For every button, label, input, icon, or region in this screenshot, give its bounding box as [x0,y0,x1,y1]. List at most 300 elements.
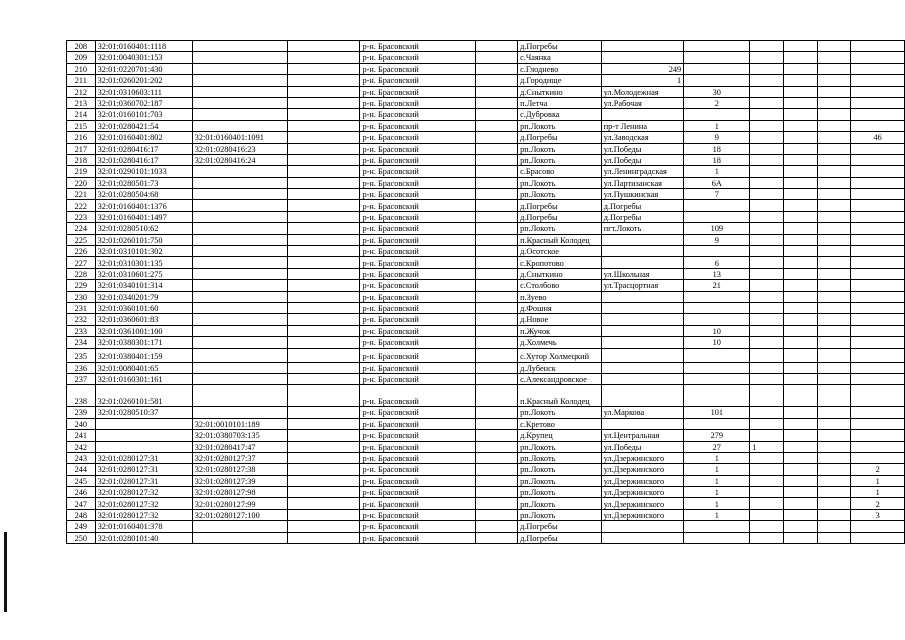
extra-cell-12 [818,75,851,86]
extra-cell-10 [750,75,784,86]
extra-cell-10 [750,257,784,268]
apartment-count-cell [851,86,905,97]
extra-cell-12 [818,532,851,543]
apartment-count-cell [851,246,905,257]
extra-cell-10 [750,86,784,97]
apartment-count-cell: 2 [851,498,905,509]
extra-cell-12 [818,418,851,429]
empty-cell-4 [287,166,360,177]
extra-cell-11 [784,86,818,97]
extra-cell-11 [784,200,818,211]
empty-cell-6 [476,280,518,291]
related-cadastral-number-cell: 32:01:0280127:100 [192,509,287,520]
street-cell [601,41,683,52]
extra-cell-12 [818,86,851,97]
extra-cell-10 [750,234,784,245]
locality-cell: с.Столбово [518,280,602,291]
row-number-cell: 242 [67,441,96,452]
extra-cell-10 [750,143,784,154]
cadastral-number-cell: 32:01:0160401:1118 [95,41,192,52]
related-cadastral-number-cell [192,257,287,268]
extra-cell-11 [784,234,818,245]
table-row [67,302,905,313]
empty-cell-4 [287,257,360,268]
extra-cell-11 [784,189,818,200]
extra-cell-10 [750,97,784,108]
locality-cell: п.Зуево [518,291,602,302]
extra-cell-12 [818,177,851,188]
extra-cell-11 [784,223,818,234]
extra-cell-12 [818,223,851,234]
apartment-count-cell [851,314,905,325]
extra-cell-11 [784,75,818,86]
apartment-count-cell: 3 [851,509,905,520]
district-cell: р-н. Брасовский [360,280,476,291]
district-cell: р-н. Брасовский [360,189,476,200]
cadastral-number-cell: 32:01:0160401:802 [95,132,192,143]
cadastral-number-cell: 32:01:0280127:31 [95,452,192,463]
row-number-cell: 243 [67,452,96,463]
locality-cell: рп.Локоть [518,223,602,234]
cadastral-number-cell: 32:01:0280510:37 [95,407,192,418]
related-cadastral-number-cell: 32:01:0280127:99 [192,498,287,509]
related-cadastral-number-cell [192,348,287,362]
empty-cell-4 [287,452,360,463]
street-cell: ул.Победы [601,441,683,452]
row-number-cell: 237 [67,373,96,384]
house-number-cell: 6А [684,177,750,188]
extra-cell-12 [818,234,851,245]
house-number-cell: 1 [684,120,750,131]
cadastral-number-cell: 32:01:0310603:111 [95,86,192,97]
extra-cell-10 [750,211,784,222]
extra-cell-10 [750,280,784,291]
extra-cell-11 [784,521,818,532]
table-row [67,407,905,418]
locality-cell: д.Городище [518,75,602,86]
cadastral-number-cell: 32:01:0280416:17 [95,154,192,165]
cadastral-number-cell: 32:01:0361001:100 [95,325,192,336]
district-cell: р-н. Брасовский [360,302,476,313]
street-cell: ул.Дзержинского [601,509,683,520]
house-number-cell: 9 [684,234,750,245]
house-number-cell [684,302,750,313]
cadastral-number-cell: 32:01:0280101:40 [95,532,192,543]
district-cell: р-н. Брасовский [360,362,476,373]
extra-cell-11 [784,97,818,108]
empty-cell-4 [287,41,360,52]
district-cell: р-н. Брасовский [360,234,476,245]
related-cadastral-number-cell: 32:01:0280127:38 [192,464,287,475]
extra-cell-10 [750,418,784,429]
empty-cell-4 [287,362,360,373]
extra-cell-11 [784,246,818,257]
related-cadastral-number-cell [192,200,287,211]
extra-cell-12 [818,521,851,532]
district-cell: р-н. Брасовский [360,348,476,362]
street-cell [601,291,683,302]
extra-cell-12 [818,509,851,520]
extra-cell-11 [784,475,818,486]
extra-cell-10 [750,268,784,279]
empty-cell-4 [287,498,360,509]
empty-cell-6 [476,166,518,177]
extra-cell-12 [818,200,851,211]
house-number-cell: 10 [684,337,750,348]
house-number-cell: 279 [684,430,750,441]
empty-cell-6 [476,475,518,486]
row-number-cell: 225 [67,234,96,245]
district-cell: р-н. Брасовский [360,223,476,234]
apartment-count-cell [851,52,905,63]
cadastral-number-cell: 32:01:0340101:314 [95,280,192,291]
extra-cell-12 [818,452,851,463]
district-cell: р-н. Брасовский [360,97,476,108]
empty-cell-4 [287,154,360,165]
extra-cell-11 [784,41,818,52]
district-cell: р-н. Брасовский [360,521,476,532]
house-number-cell [684,385,750,407]
extra-cell-11 [784,418,818,429]
empty-cell-4 [287,63,360,74]
extra-cell-12 [818,97,851,108]
extra-cell-12 [818,189,851,200]
house-number-cell: 18 [684,143,750,154]
house-number-cell [684,52,750,63]
extra-cell-10 [750,189,784,200]
locality-cell: рп.Локоть [518,154,602,165]
empty-cell-6 [476,314,518,325]
related-cadastral-number-cell [192,314,287,325]
district-cell: р-н. Брасовский [360,418,476,429]
locality-cell: рп.Локоть [518,464,602,475]
related-cadastral-number-cell: 32:01:0280417:47 [192,441,287,452]
row-number-cell: 240 [67,418,96,429]
table-row [67,325,905,336]
street-cell [601,418,683,429]
empty-cell-6 [476,452,518,463]
row-number-cell: 218 [67,154,96,165]
extra-cell-12 [818,373,851,384]
extra-cell-10 [750,498,784,509]
table-row [67,86,905,97]
empty-cell-6 [476,86,518,97]
extra-cell-11 [784,211,818,222]
empty-cell-6 [476,407,518,418]
related-cadastral-number-cell [192,109,287,120]
empty-cell-6 [476,337,518,348]
extra-cell-10 [750,200,784,211]
cadastral-number-cell [95,441,192,452]
related-cadastral-number-cell [192,268,287,279]
empty-cell-4 [287,521,360,532]
street-cell: ул.Школьная [601,268,683,279]
house-number-cell [684,418,750,429]
table-row [67,452,905,463]
table-row [67,143,905,154]
table-row [67,418,905,429]
extra-cell-11 [784,166,818,177]
extra-cell-10 [750,314,784,325]
extra-cell-11 [784,452,818,463]
table-row [67,314,905,325]
empty-cell-4 [287,348,360,362]
house-number-cell: 1 [684,166,750,177]
related-cadastral-number-cell [192,223,287,234]
table-row [67,52,905,63]
extra-cell-11 [784,280,818,291]
street-cell: 249 [601,63,683,74]
extra-cell-11 [784,430,818,441]
apartment-count-cell [851,63,905,74]
cadastral-number-cell: 32:01:0310101:302 [95,246,192,257]
row-number-cell: 230 [67,291,96,302]
extra-cell-12 [818,166,851,177]
extra-cell-11 [784,348,818,362]
district-cell: р-н. Брасовский [360,211,476,222]
empty-cell-4 [287,314,360,325]
cadastral-number-cell: 32:01:0310601:275 [95,268,192,279]
locality-cell: рп.Локоть [518,120,602,131]
street-cell: ул.Рабочая [601,97,683,108]
extra-cell-12 [818,143,851,154]
empty-cell-4 [287,211,360,222]
table-row [67,97,905,108]
extra-cell-10 [750,154,784,165]
district-cell: р-н. Брасовский [360,154,476,165]
district-cell: р-н. Брасовский [360,75,476,86]
apartment-count-cell [851,166,905,177]
district-cell: р-н. Брасовский [360,109,476,120]
extra-cell-12 [818,63,851,74]
empty-cell-4 [287,132,360,143]
row-number-cell: 222 [67,200,96,211]
cadastral-number-cell [95,418,192,429]
extra-cell-12 [818,337,851,348]
related-cadastral-number-cell [192,97,287,108]
extra-cell-10 [750,63,784,74]
house-number-cell [684,41,750,52]
empty-cell-6 [476,487,518,498]
district-cell: р-н. Брасовский [360,441,476,452]
cadastral-number-cell: 32:01:0290101:1033 [95,166,192,177]
locality-cell: рп.Локоть [518,487,602,498]
locality-cell: рп.Локоть [518,177,602,188]
related-cadastral-number-cell: 32:01:0280416:24 [192,154,287,165]
table-row [67,154,905,165]
related-cadastral-number-cell [192,325,287,336]
related-cadastral-number-cell [192,291,287,302]
empty-cell-6 [476,63,518,74]
related-cadastral-number-cell [192,373,287,384]
locality-cell: д.Лубенск [518,362,602,373]
row-number-cell: 228 [67,268,96,279]
table-row [67,430,905,441]
district-cell: р-н. Брасовский [360,120,476,131]
empty-cell-6 [476,109,518,120]
row-number-cell: 209 [67,52,96,63]
locality-cell: с.Глоднево [518,63,602,74]
street-cell: ул.Победы [601,154,683,165]
apartment-count-cell [851,385,905,407]
registry-table [66,40,905,544]
empty-cell-6 [476,52,518,63]
empty-cell-4 [287,177,360,188]
apartment-count-cell [851,452,905,463]
empty-cell-4 [287,189,360,200]
district-cell: р-н. Брасовский [360,246,476,257]
related-cadastral-number-cell: 32:01:0160401:1091 [192,132,287,143]
house-number-cell: 1 [684,452,750,463]
extra-cell-11 [784,109,818,120]
empty-cell-4 [287,291,360,302]
empty-cell-6 [476,177,518,188]
row-number-cell: 238 [67,385,96,407]
extra-cell-12 [818,314,851,325]
apartment-count-cell: 1 [851,487,905,498]
extra-cell-12 [818,430,851,441]
street-cell: ул.Центральная [601,430,683,441]
extra-cell-10 [750,52,784,63]
street-cell: ул.Партизанская [601,177,683,188]
related-cadastral-number-cell [192,177,287,188]
empty-cell-6 [476,41,518,52]
extra-cell-10 [750,430,784,441]
house-number-cell [684,63,750,74]
locality-cell: д.Крупец [518,430,602,441]
empty-cell-6 [476,373,518,384]
locality-cell: д.Погребы [518,41,602,52]
cadastral-number-cell: 32:01:0280416:17 [95,143,192,154]
empty-cell-6 [476,498,518,509]
empty-cell-6 [476,132,518,143]
empty-cell-4 [287,325,360,336]
empty-cell-4 [287,268,360,279]
extra-cell-11 [784,441,818,452]
empty-cell-4 [287,86,360,97]
extra-cell-11 [784,302,818,313]
empty-cell-4 [287,75,360,86]
table-row [67,63,905,74]
street-cell: ул.Трасцортная [601,280,683,291]
extra-cell-10 [750,452,784,463]
extra-cell-11 [784,509,818,520]
empty-cell-6 [476,418,518,429]
table-row [67,532,905,543]
apartment-count-cell [851,291,905,302]
house-number-cell: 1 [684,498,750,509]
empty-cell-6 [476,200,518,211]
empty-cell-4 [287,97,360,108]
street-cell: ул.Дзержинского [601,498,683,509]
district-cell: р-н. Брасовский [360,385,476,407]
extra-cell-12 [818,325,851,336]
district-cell: р-н. Брасовский [360,487,476,498]
house-number-cell: 21 [684,280,750,291]
extra-cell-12 [818,441,851,452]
empty-cell-6 [476,234,518,245]
apartment-count-cell [851,143,905,154]
row-number-cell: 215 [67,120,96,131]
extra-cell-12 [818,257,851,268]
street-cell: ул.Победы [601,143,683,154]
house-number-cell [684,246,750,257]
row-number-cell: 226 [67,246,96,257]
empty-cell-4 [287,385,360,407]
extra-cell-10 [750,223,784,234]
extra-cell-10 [750,407,784,418]
street-cell: пгт.Локоть [601,223,683,234]
cadastral-number-cell: 32:01:0260101:581 [95,385,192,407]
apartment-count-cell [851,441,905,452]
extra-cell-12 [818,246,851,257]
table-row [67,246,905,257]
table-row [67,362,905,373]
district-cell: р-н. Брасовский [360,291,476,302]
extra-cell-10: 1 [750,441,784,452]
extra-cell-12 [818,268,851,279]
row-number-cell: 234 [67,337,96,348]
locality-cell: рп.Локоть [518,143,602,154]
row-number-cell: 220 [67,177,96,188]
cadastral-number-cell: 32:01:0220701:430 [95,63,192,74]
related-cadastral-number-cell: 32:01:0380703:135 [192,430,287,441]
table-row [67,441,905,452]
locality-cell: с.Александровское [518,373,602,384]
row-number-cell: 229 [67,280,96,291]
page-edge-mark [4,532,7,612]
extra-cell-10 [750,120,784,131]
empty-cell-6 [476,223,518,234]
street-cell [601,532,683,543]
street-cell: ул.Дзержинского [601,452,683,463]
apartment-count-cell [851,189,905,200]
empty-cell-6 [476,509,518,520]
cadastral-number-cell: 32:01:0280504:68 [95,189,192,200]
table-row [67,475,905,486]
extra-cell-11 [784,52,818,63]
house-number-cell: 1 [684,464,750,475]
extra-cell-11 [784,314,818,325]
house-number-cell [684,211,750,222]
apartment-count-cell [851,373,905,384]
extra-cell-12 [818,154,851,165]
empty-cell-4 [287,441,360,452]
apartment-count-cell [851,223,905,234]
cadastral-number-cell: 32:01:0160301:161 [95,373,192,384]
house-number-cell [684,521,750,532]
street-cell [601,302,683,313]
locality-cell: с.Чаянка [518,52,602,63]
street-cell: 1 [601,75,683,86]
extra-cell-10 [750,509,784,520]
related-cadastral-number-cell [192,280,287,291]
table-row [67,348,905,362]
street-cell: пр-т Ленина [601,120,683,131]
row-number-cell: 236 [67,362,96,373]
cadastral-number-cell: 32:01:0280510:62 [95,223,192,234]
extra-cell-10 [750,325,784,336]
street-cell [601,109,683,120]
row-number-cell: 216 [67,132,96,143]
street-cell [601,373,683,384]
table-row [67,521,905,532]
table-row [67,75,905,86]
row-number-cell: 246 [67,487,96,498]
table-row [67,120,905,131]
street-cell: ул.Дзержинского [601,475,683,486]
apartment-count-cell [851,325,905,336]
